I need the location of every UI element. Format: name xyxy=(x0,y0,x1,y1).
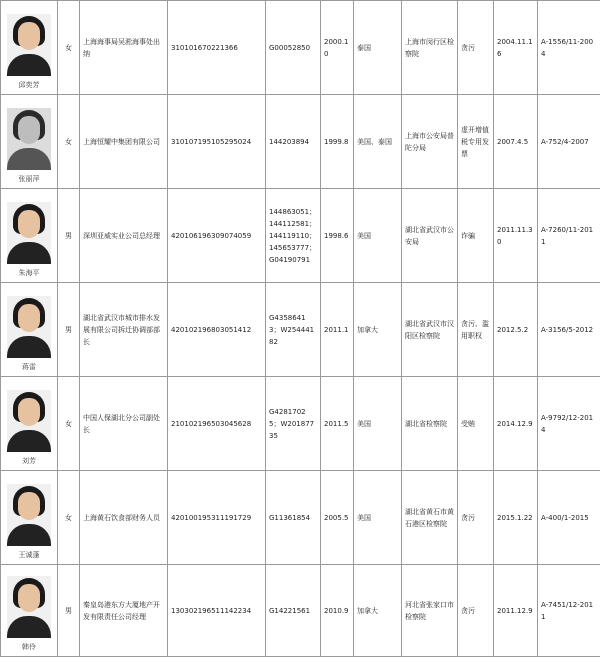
destination-country-cell: 加拿大 xyxy=(354,565,402,657)
work-unit-cell: 上海恒耀中集团有限公司 xyxy=(80,95,168,189)
charge-cell: 受贿 xyxy=(458,377,494,471)
departure-date-cell: 2005.5 xyxy=(321,471,354,565)
table-row xyxy=(1,283,600,377)
photo-cell xyxy=(1,283,58,377)
person-name: 张丽萍 xyxy=(18,175,40,183)
red-notice-number-cell: A-9792/12-2014 xyxy=(538,377,600,471)
gender-cell: 男 xyxy=(58,565,80,657)
work-unit-cell: 深圳亚威实业公司总经理 xyxy=(80,189,168,283)
notice-date-cell: 2015.1.22 xyxy=(494,471,538,565)
charge-cell: 贪污、滥用职权 xyxy=(458,283,494,377)
filing-agency-cell: 湖北省武汉市汉阳区检察院 xyxy=(402,283,458,377)
work-unit-cell: 秦皇岛港东方大厦地产开发有限责任公司经理 xyxy=(80,565,168,657)
portrait-photo xyxy=(7,576,51,638)
id-number-cell: 310101670221366 xyxy=(168,1,266,95)
passport-cell: G42817025；W20187735 xyxy=(266,377,321,471)
destination-country-cell: 美国 xyxy=(354,189,402,283)
id-number-cell: 130302196511142234 xyxy=(168,565,266,657)
departure-date-cell: 2010.9 xyxy=(321,565,354,657)
notice-date-cell: 2011.12.9 xyxy=(494,565,538,657)
red-notice-number-cell: A-752/4-2007 xyxy=(538,95,600,189)
portrait-photo xyxy=(7,14,51,76)
passport-cell: G14221561 xyxy=(266,565,321,657)
filing-agency-cell: 湖北省检察院 xyxy=(402,377,458,471)
filing-agency-cell: 上海市公安局普陀分局 xyxy=(402,95,458,189)
person-name: 王诚蓬 xyxy=(18,551,40,559)
filing-agency-cell: 河北省张家口市检察院 xyxy=(402,565,458,657)
work-unit-cell: 湖北省武汉市城市排水发展有限公司拆迁协调部部长 xyxy=(80,283,168,377)
id-number-cell: 420102196803051412 xyxy=(168,283,266,377)
table-row xyxy=(1,471,600,565)
portrait-photo xyxy=(7,390,51,452)
destination-country-cell: 泰国 xyxy=(354,1,402,95)
photo-cell xyxy=(1,189,58,283)
departure-date-cell: 2011.1 xyxy=(321,283,354,377)
red-notice-number-cell: A-7451/12-2011 xyxy=(538,565,600,657)
person-name: 朱海平 xyxy=(18,269,40,277)
destination-country-cell: 加拿大 xyxy=(354,283,402,377)
gender-cell: 男 xyxy=(58,283,80,377)
portrait-photo xyxy=(7,108,51,170)
red-notice-number-cell: A-3156/5-2012 xyxy=(538,283,600,377)
notice-date-cell: 2012.5.2 xyxy=(494,283,538,377)
gender-cell: 女 xyxy=(58,95,80,189)
destination-country-cell: 美国 xyxy=(354,377,402,471)
gender-cell: 女 xyxy=(58,471,80,565)
passport-cell: G11361854 xyxy=(266,471,321,565)
gender-cell: 女 xyxy=(58,377,80,471)
work-unit-cell: 上海黄石饮食部财务人员 xyxy=(80,471,168,565)
passport-cell: 144203894 xyxy=(266,95,321,189)
person-name: 邱奕芳 xyxy=(18,81,40,89)
id-number-cell: 210102196503045628 xyxy=(168,377,266,471)
charge-cell: 贪污 xyxy=(458,1,494,95)
filing-agency-cell: 湖北省黄石市黄石港区检察院 xyxy=(402,471,458,565)
photo-cell xyxy=(1,471,58,565)
departure-date-cell: 2000.10 xyxy=(321,1,354,95)
charge-cell: 贪污 xyxy=(458,471,494,565)
red-notice-number-cell: A-7260/11-2011 xyxy=(538,189,600,283)
passport-cell: G00052850 xyxy=(266,1,321,95)
id-number-cell: 420106196309074059 xyxy=(168,189,266,283)
notice-date-cell: 2004.11.16 xyxy=(494,1,538,95)
work-unit-cell: 中国人保湖北分公司副处长 xyxy=(80,377,168,471)
person-name: 韩伶 xyxy=(22,643,36,651)
notice-date-cell: 2007.4.5 xyxy=(494,95,538,189)
destination-country-cell: 美国 xyxy=(354,471,402,565)
table-row xyxy=(1,189,600,283)
departure-date-cell: 2011.5 xyxy=(321,377,354,471)
notice-date-cell: 2014.12.9 xyxy=(494,377,538,471)
filing-agency-cell: 上海市闵行区检察院 xyxy=(402,1,458,95)
red-notice-number-cell: A-1556/11-2004 xyxy=(538,1,600,95)
photo-cell xyxy=(1,1,58,95)
red-notice-number-cell: A-400/1-2015 xyxy=(538,471,600,565)
person-name: 蒋雷 xyxy=(22,363,36,371)
id-number-cell: 310107195105295024 xyxy=(168,95,266,189)
gender-cell: 男 xyxy=(58,189,80,283)
passport-cell: G43586413；W25444182 xyxy=(266,283,321,377)
charge-cell: 虚开增值税专用发票 xyxy=(458,95,494,189)
departure-date-cell: 1998.6 xyxy=(321,189,354,283)
charge-cell: 诈骗 xyxy=(458,189,494,283)
table-row xyxy=(1,377,600,471)
photo-cell xyxy=(1,95,58,189)
table-row xyxy=(1,1,600,95)
departure-date-cell: 1999.8 xyxy=(321,95,354,189)
passport-cell: 144863051；144112581；144119110；145653777；G04190791 xyxy=(266,189,321,283)
table-row xyxy=(1,95,600,189)
person-name: 刘芳 xyxy=(22,457,36,465)
id-number-cell: 420100195311191729 xyxy=(168,471,266,565)
portrait-photo xyxy=(7,202,51,264)
portrait-photo xyxy=(7,296,51,358)
charge-cell: 贪污 xyxy=(458,565,494,657)
photo-cell xyxy=(1,377,58,471)
notice-date-cell: 2011.11.30 xyxy=(494,189,538,283)
destination-country-cell: 美国、泰国 xyxy=(354,95,402,189)
work-unit-cell: 上海海事局吴淞海事处出纳 xyxy=(80,1,168,95)
table-row xyxy=(1,565,600,657)
filing-agency-cell: 湖北省武汉市公安局 xyxy=(402,189,458,283)
photo-cell xyxy=(1,565,58,657)
gender-cell: 女 xyxy=(58,1,80,95)
portrait-photo xyxy=(7,484,51,546)
